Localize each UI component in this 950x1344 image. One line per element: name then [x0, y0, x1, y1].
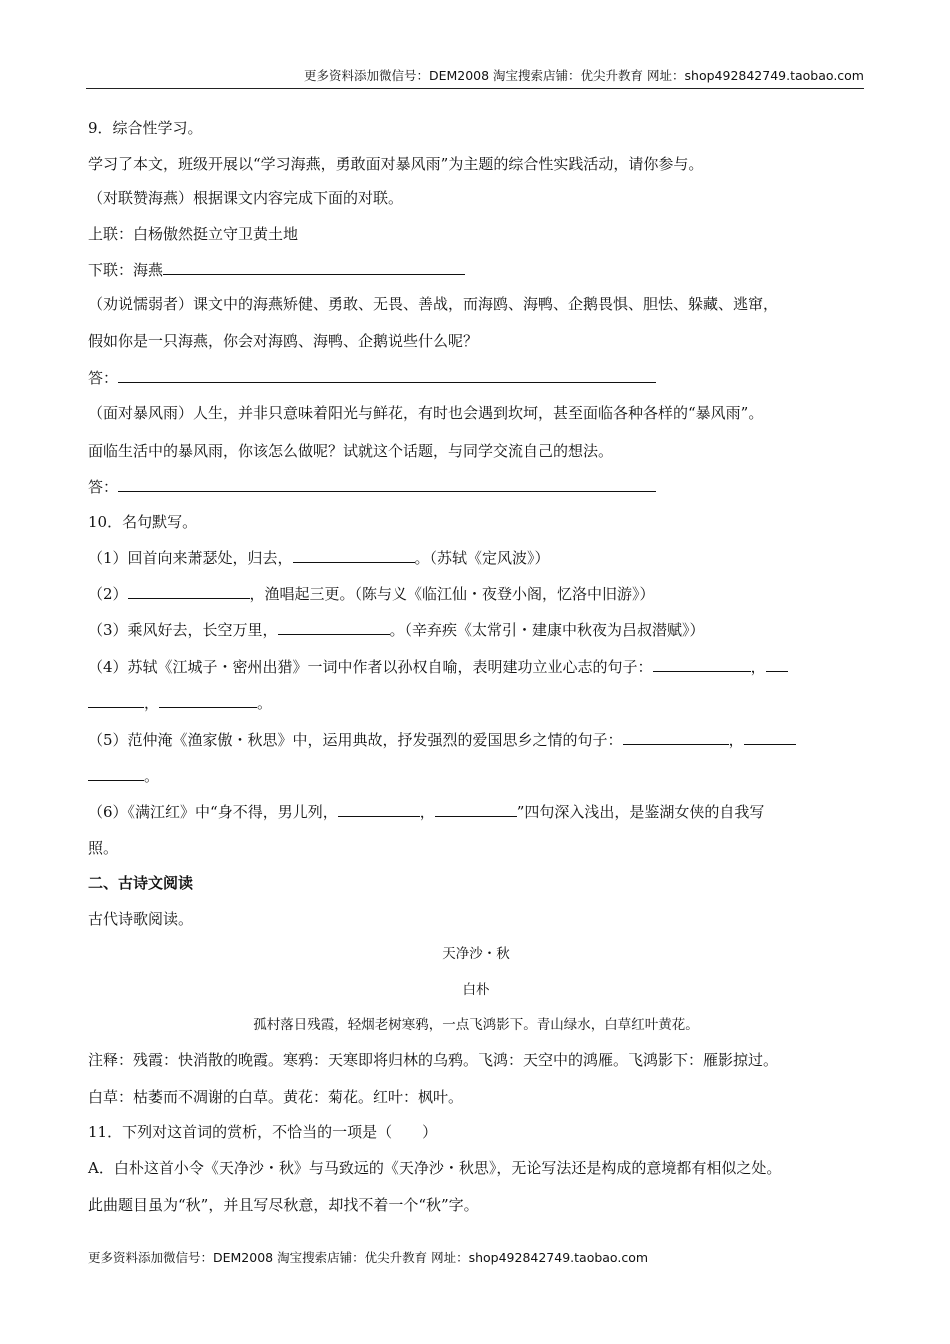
q10-item5-line2	[88, 765, 159, 786]
punct: ，	[419, 803, 435, 821]
section-2-intro: 古代诗歌阅读。	[88, 910, 194, 928]
q10-item3	[88, 619, 705, 640]
item-text: 。（辛弃疾《太常引・建康中秋夜为吕叔潜赋》）	[389, 621, 705, 639]
item-text: ，渔唱起三更。（陈与义《临江仙・夜登小阁，忆洛中旧游》）	[249, 585, 655, 603]
q10-title: 10．名句默写。	[88, 513, 198, 531]
q10-item4-line2	[88, 692, 272, 713]
punct: ，	[750, 658, 766, 676]
q10-item5-line1	[88, 729, 796, 750]
poem-notes-line2: 白草：枯萎而不凋谢的白草。黄花：菊花。红叶：枫叶。	[88, 1088, 464, 1106]
item-text: （1）回首向来萧瑟处，归去，	[88, 549, 293, 567]
answer-label: 答：	[88, 369, 119, 387]
answer-blank[interactable]	[88, 765, 144, 781]
punct: 。	[144, 767, 160, 785]
item-text: 。（苏轼《定风波》）	[414, 549, 550, 567]
poem-notes-line1: 注释：残霞：快消散的晚霞。寒鸦：天寒即将归林的乌鸦。飞鸿：天空中的鸿雁。飞鸿影下：雁影掠过。	[88, 1051, 779, 1069]
q10-item2	[88, 583, 655, 604]
q11-option-a-line1: A．白朴这首小令《天净沙・秋》与马致远的《天净沙・秋思》，无论写法还是构成的意境都有相似之处。	[88, 1159, 782, 1177]
answer-blank[interactable]	[293, 547, 415, 563]
answer-blank[interactable]	[128, 583, 250, 599]
poem-title: 天净沙・秋	[442, 946, 510, 962]
answer-label: 答：	[88, 478, 119, 496]
q9-part3-line2: 面临生活中的暴风雨，你该怎么做呢？试就这个话题，与同学交流自己的想法。	[88, 442, 614, 460]
q9-lower-couplet	[88, 259, 465, 280]
answer-blank[interactable]	[766, 656, 788, 672]
q9-upper-couplet: 上联：白杨傲然挺立守卫黄土地	[88, 225, 299, 243]
q9-part3-line1: （面对暴风雨）人生，并非只意味着阳光与鲜花，有时也会遇到坎坷，甚至面临各种各样的“暴风雨”。	[88, 404, 764, 422]
q10-item1	[88, 547, 550, 568]
answer-blank[interactable]	[744, 729, 796, 745]
q10-item4-line1	[88, 656, 788, 677]
item-text: （2）	[88, 585, 128, 603]
answer-blank[interactable]	[623, 729, 729, 745]
q9-title: 9．综合性学习。	[88, 119, 203, 137]
answer-blank[interactable]	[159, 692, 257, 708]
poem-text: 孤村落日残霞，轻烟老树寒鸦，一点飞鸿影下。青山绿水，白草红叶黄花。	[253, 1017, 699, 1033]
punct: ，	[728, 731, 744, 749]
answer-blank[interactable]	[278, 619, 390, 635]
item-text: ”四句深入浅出，是鉴湖女侠的自我写	[516, 803, 765, 821]
q9-intro: 学习了本文，班级开展以“学习海燕，勇敢面对暴风雨”为主题的综合性实践活动，请你参与。	[88, 155, 704, 173]
q9-lower-label: 下联：海燕	[88, 261, 164, 279]
q9-part1: （对联赞海燕）根据课文内容完成下面的对联。	[88, 189, 404, 207]
item-text: （3）乘风好去，长空万里，	[88, 621, 278, 639]
item-text: （6）《满江红》中“身不得，男儿列，	[88, 803, 338, 821]
answer-blank[interactable]	[163, 259, 465, 275]
header-divider	[86, 88, 864, 89]
section-2-heading: 二、古诗文阅读	[88, 874, 194, 892]
q10-item6-line1	[88, 801, 764, 822]
q9-part2-line1: （劝说懦弱者）课文中的海燕矫健、勇敢、无畏、善战，而海鸥、海鸭、企鹅畏惧、胆怯、躲藏、逃窜，	[88, 295, 779, 313]
punct: 。	[257, 694, 273, 712]
page-header: 更多资料添加微信号：DEM2008 淘宝搜索店铺：优尖升教育 网址：shop492842749.taobao.com	[303, 68, 864, 83]
q9-part2-line2: 假如你是一只海燕，你会对海鸥、海鸭、企鹅说些什么呢？	[88, 332, 479, 350]
item-text: （5）范仲淹《渔家傲・秋思》中，运用典故，抒发强烈的爱国思乡之情的句子：	[88, 731, 623, 749]
answer-blank[interactable]	[118, 476, 656, 492]
answer-blank[interactable]	[118, 367, 656, 383]
answer-blank[interactable]	[653, 656, 751, 672]
page-footer: 更多资料添加微信号：DEM2008 淘宝搜索店铺：优尖升教育 网址：shop492842749.taobao.com	[88, 1250, 649, 1265]
q9-answer2	[88, 476, 656, 497]
punct: ，	[144, 694, 160, 712]
item-text: （4）苏轼《江城子・密州出猎》一词中作者以孙权自喻，表明建功立业心志的句子：	[88, 658, 653, 676]
answer-blank[interactable]	[338, 801, 420, 817]
q11-title: 11．下列对这首词的赏析，不恰当的一项是（ ）	[88, 1123, 438, 1141]
answer-blank[interactable]	[435, 801, 517, 817]
q9-answer1	[88, 367, 656, 388]
q11-option-a-line2: 此曲题目虽为“秋”，并且写尽秋意，却找不着一个“秋”字。	[88, 1196, 479, 1214]
q10-item6-line2: 照。	[88, 839, 119, 857]
poem-author: 白朴	[462, 982, 490, 998]
answer-blank[interactable]	[88, 692, 144, 708]
